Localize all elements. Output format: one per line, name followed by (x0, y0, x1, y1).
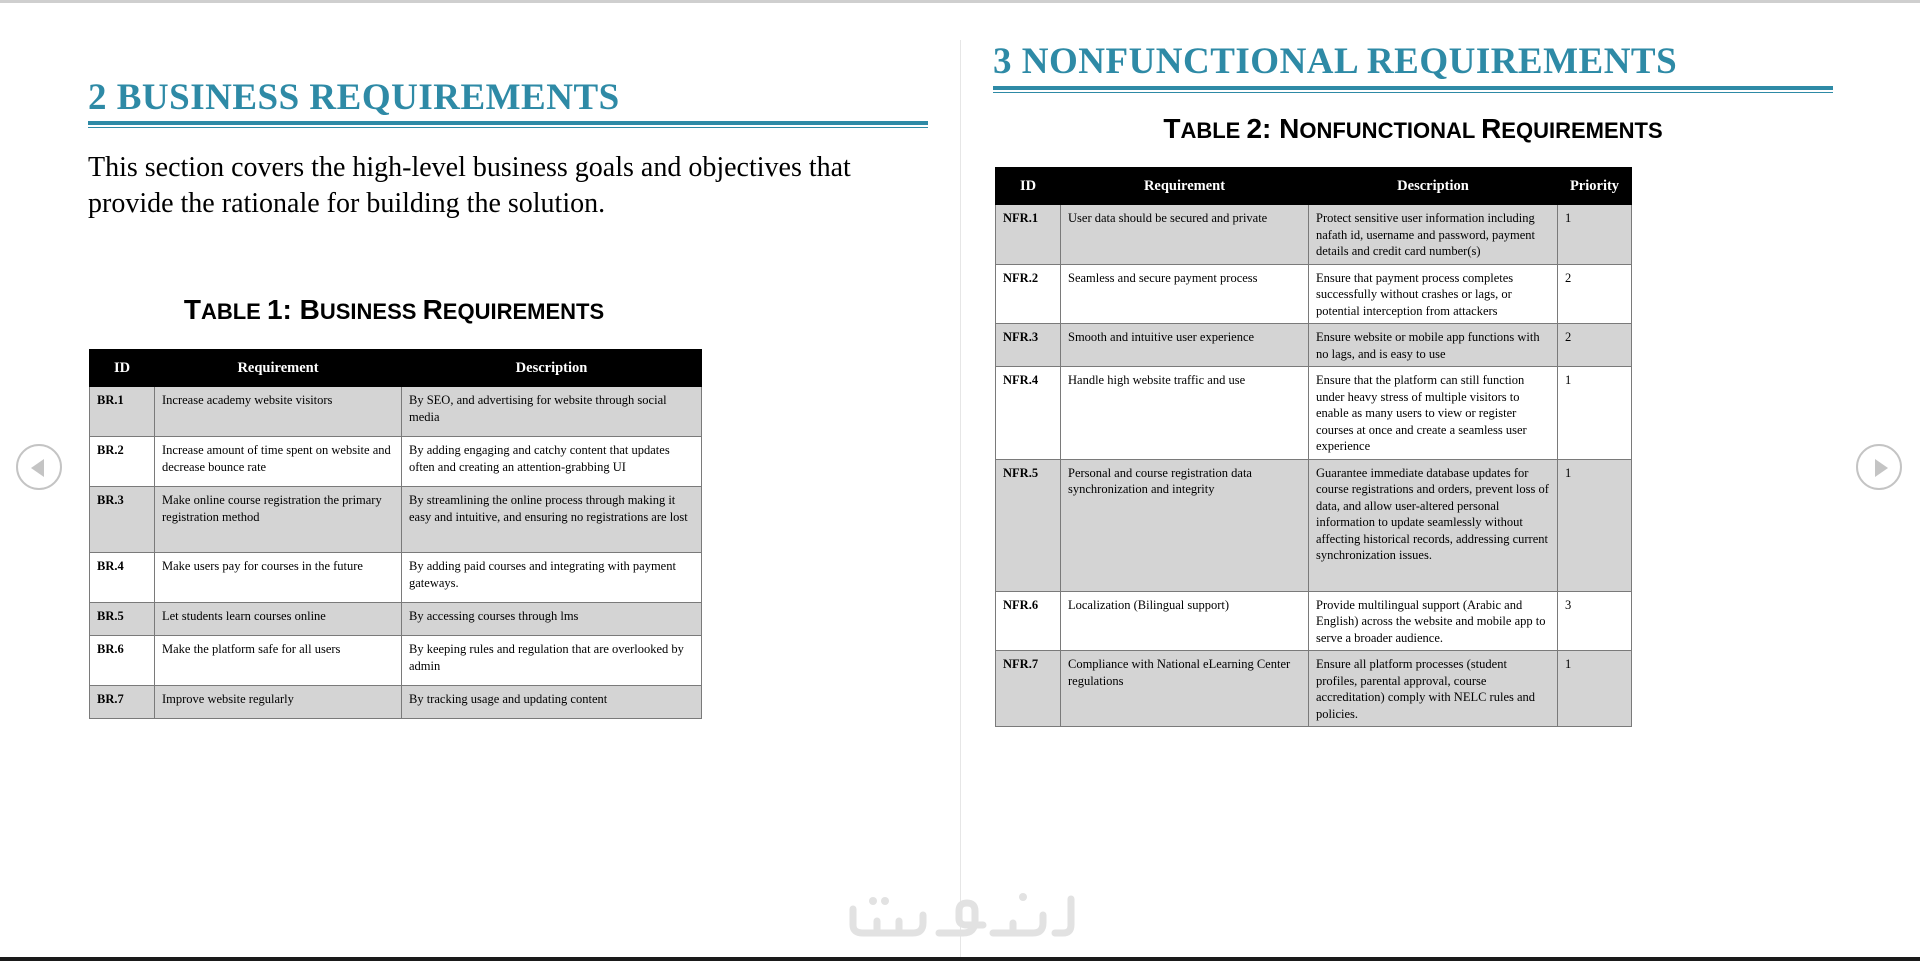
cell-priority: 2 (1558, 264, 1632, 324)
cell-requirement: Compliance with National eLearning Center regulations (1061, 651, 1309, 727)
table-row (90, 603, 702, 636)
previous-page-button[interactable] (16, 444, 62, 490)
cell-id: BR.7 (90, 686, 155, 719)
cell-id: NFR.2 (996, 264, 1061, 324)
cell-description: Ensure all platform processes (student profiles, parental approval, course accreditation) comply with NELC rules and policies. (1309, 651, 1558, 727)
cell-description: Ensure website or mobile app functions with no lags, and is easy to use (1309, 324, 1558, 367)
cell-requirement: Seamless and secure payment process (1061, 264, 1309, 324)
table-row (90, 487, 702, 553)
section-intro: This section covers the high-level business goals and objectives that provide the rationale for building the solution. (88, 152, 851, 219)
table-row (996, 324, 1632, 367)
cell-priority: 2 (1558, 324, 1632, 367)
table-row (996, 591, 1632, 651)
table-row (90, 553, 702, 603)
table-row (90, 437, 702, 487)
cell-description: By adding engaging and catchy content that updates often and creating an attention-grabbing UI (402, 437, 702, 487)
table-row (90, 636, 702, 686)
table-caption-business: TABLE 1: BUSINESS REQUIREMENTS (183, 294, 605, 325)
cell-description: By accessing courses through lms (402, 603, 702, 636)
column-header-description: Description (402, 350, 702, 387)
section-heading-business: 2 BUSINESS REQUIREMENTS (88, 77, 620, 118)
table-row (996, 205, 1632, 265)
next-page-button[interactable] (1856, 444, 1902, 490)
table-row (996, 459, 1632, 591)
table-header-row (996, 168, 1632, 205)
cell-requirement: Increase academy website visitors (155, 387, 402, 437)
column-header-id: ID (996, 168, 1061, 205)
cell-priority: 3 (1558, 591, 1632, 651)
cell-id: NFR.3 (996, 324, 1061, 367)
cell-priority: 1 (1558, 367, 1632, 460)
column-header-description: Description (1309, 168, 1558, 205)
cell-requirement: Increase amount of time spent on website and decrease bounce rate (155, 437, 402, 487)
heading-rule (88, 121, 928, 128)
column-header-requirement: Requirement (1061, 168, 1309, 205)
cell-requirement: Handle high website traffic and use (1061, 367, 1309, 460)
cell-description: Ensure that payment process completes successfully without crashes or lags, or potential interception from attackers (1309, 264, 1558, 324)
page-spine (960, 40, 961, 957)
cell-description: Ensure that the platform can still function under heavy stress of multiple visitors to enable as many users to view or register courses at once and create a seamless user experience (1309, 367, 1558, 460)
chevron-left-icon (31, 459, 44, 477)
bottom-border (0, 957, 1920, 961)
cell-requirement: Let students learn courses online (155, 603, 402, 636)
section-heading-nonfunctional: 3 NONFUNCTIONAL REQUIREMENTS (993, 41, 1678, 82)
cell-requirement: Make users pay for courses in the future (155, 553, 402, 603)
cell-priority: 1 (1558, 651, 1632, 727)
cell-requirement: Personal and course registration data synchronization and integrity (1061, 459, 1309, 591)
top-border (0, 0, 1920, 3)
cell-id: NFR.5 (996, 459, 1061, 591)
cell-description: By SEO, and advertising for website through social media (402, 387, 702, 437)
cell-requirement: Smooth and intuitive user experience (1061, 324, 1309, 367)
cell-id: BR.4 (90, 553, 155, 603)
column-header-id: ID (90, 350, 155, 387)
cell-description: By tracking usage and updating content (402, 686, 702, 719)
column-header-priority: Priority (1558, 168, 1632, 205)
khamsat-logo (843, 885, 1077, 945)
cell-id: NFR.6 (996, 591, 1061, 651)
cell-requirement: Improve website regularly (155, 686, 402, 719)
cell-requirement: User data should be secured and private (1061, 205, 1309, 265)
column-header-requirement: Requirement (155, 350, 402, 387)
table-caption-nonfunctional: TABLE 2: NONFUNCTIONAL REQUIREMENTS (1163, 113, 1663, 144)
cell-description: By streamlining the online process through making it easy and intuitive, and ensuring no registrations are lost (402, 487, 702, 553)
table-header-row (90, 350, 702, 387)
cell-requirement: Localization (Bilingual support) (1061, 591, 1309, 651)
table-row (996, 367, 1632, 460)
cell-id: BR.5 (90, 603, 155, 636)
cell-id: NFR.7 (996, 651, 1061, 727)
nonfunctional-requirements-table (995, 167, 1632, 727)
table-row (90, 686, 702, 719)
cell-id: NFR.1 (996, 205, 1061, 265)
cell-description: By keeping rules and regulation that are overlooked by admin (402, 636, 702, 686)
cell-description: Protect sensitive user information including nafath id, username and password, payment details and credit card number(s) (1309, 205, 1558, 265)
cell-id: BR.2 (90, 437, 155, 487)
cell-priority: 1 (1558, 459, 1632, 591)
business-requirements-table (89, 349, 702, 719)
table-row (996, 651, 1632, 727)
table-row (996, 264, 1632, 324)
cell-priority: 1 (1558, 205, 1632, 265)
table-row (90, 387, 702, 437)
cell-id: NFR.4 (996, 367, 1061, 460)
cell-id: BR.3 (90, 487, 155, 553)
cell-id: BR.1 (90, 387, 155, 437)
heading-rule (993, 86, 1833, 93)
cell-description: Guarantee immediate database updates for course registrations and orders, prevent loss of data, and allow user-altered personal information to update seamlessly without affecting historical records, addressing current synchronization issues. (1309, 459, 1558, 591)
chevron-right-icon (1875, 459, 1888, 477)
cell-id: BR.6 (90, 636, 155, 686)
cell-requirement: Make online course registration the primary registration method (155, 487, 402, 553)
cell-requirement: Make the platform safe for all users (155, 636, 402, 686)
cell-description: Provide multilingual support (Arabic and English) across the website and mobile app to serve a broader audience. (1309, 591, 1558, 651)
cell-description: By adding paid courses and integrating with payment gateways. (402, 553, 702, 603)
